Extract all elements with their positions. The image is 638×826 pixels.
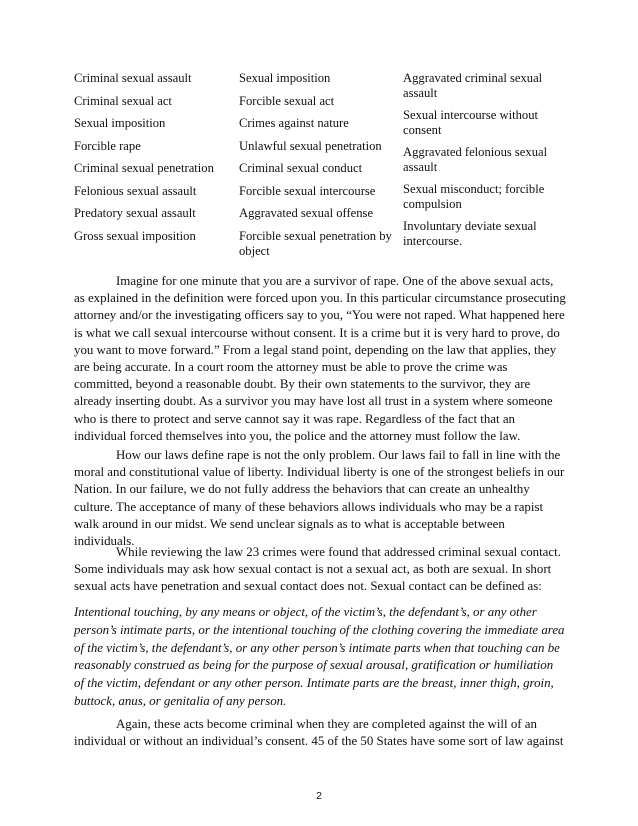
- crime-term: Forcible rape: [74, 138, 141, 153]
- crime-term: Forcible sexual intercourse: [239, 183, 376, 198]
- crime-term: Sexual imposition: [239, 71, 331, 85]
- crime-term: Aggravated sexual offense: [239, 206, 374, 220]
- crime-term: Forcible sexual penetration by object: [239, 228, 392, 258]
- crime-term: Sexual intercourse without consent: [403, 108, 539, 137]
- crime-term: Predatory sexual assault: [74, 206, 196, 220]
- crime-term: Forcible sexual act: [239, 93, 335, 108]
- crime-term: Criminal sexual assault: [74, 71, 192, 85]
- crime-term: Unlawful sexual penetration: [239, 138, 382, 153]
- body-paragraph-3: While reviewing the law 23 crimes were found that addressed criminal sexual contact. Some individuals may ask how sexual contact is not a sexual act, as both are sexual. In short sexual acts have penetration and sexual contact does not. Sexual contact can be defined as:: [74, 545, 561, 594]
- body-paragraph-4: Again, these acts become criminal when they are completed against the will of an individual or without an individual’s consent. 45 of the 50 States have some sort of law against: [74, 717, 564, 749]
- page-number: 2: [316, 790, 322, 802]
- body-paragraph-1: Imagine for one minute that you are a survivor of rape. One of the above sexual acts, as explained in the definition were forced upon you. In this particular circumstance prosecuting attorney and/or the investigating officers say to you, “You were not raped. What happened here is what we call sexual intercourse without consent. It is a crime but it is very hard to prove, do you want to move forward.” From a legal stand point, depending on the law that applies, they are being accurate. In a court room the attorney must be able to prove the crime was committed, beyond a reasonable doubt. By their own statements to the survivor, they are already inserting doubt. As a survivor you may have lost all trust in a system where someone who is there to protect and serve cannot say it was rape. Regardless of the fact that an individual forced themselves into you, the police and the attorney must follow the law.: [74, 274, 566, 443]
- body-paragraph-2: How our laws define rape is not the only problem. Our laws fail to fall in line with the moral and constitutional value of liberty. Individual liberty is one of the strongest beliefs in our Nation. In our failure, we do not fully address the behaviors that can create an unhealthy culture. The acceptance of many of these behaviors allows individuals who may be a rapist walk around in our midst. We send unclear signals as to what is acceptable between individuals.: [74, 448, 565, 549]
- crimes-column-2: [239, 71, 397, 259]
- crime-term: Aggravated felonious sexual assault: [403, 145, 548, 174]
- crime-term: Crimes against nature: [239, 116, 349, 130]
- crime-term: Sexual misconduct; forcible compulsion: [403, 182, 545, 211]
- crime-term: Involuntary deviate sexual intercourse.: [403, 219, 537, 248]
- crime-term: Aggravated criminal sexual assault: [403, 71, 543, 100]
- crime-term: Criminal sexual penetration: [74, 161, 214, 175]
- crime-term: Criminal sexual act: [74, 93, 172, 108]
- crime-term: Gross sexual imposition: [74, 228, 196, 243]
- crimes-column-3: [403, 71, 563, 256]
- crime-term: Criminal sexual conduct: [239, 161, 363, 175]
- crime-term: Sexual imposition: [74, 116, 166, 130]
- crimes-column-1: [74, 71, 234, 251]
- definition-quote: Intentional touching, by any means or object, of the victim’s, the defendant’s, or any other person’s intimate parts, or the intentional touching of the clothing covering the immediate area of the victim’s, the defendant’s, or any other person’s intimate parts when that touching can be reasonably construed as being for the purpose of sexual arousal, gratification or humiliation of the victim, defendant or any other person. Intimate parts are the breast, inner thigh, groin, buttock, anus, or genitalia of any person.: [74, 605, 565, 708]
- crime-term: Felonious sexual assault: [74, 183, 197, 198]
